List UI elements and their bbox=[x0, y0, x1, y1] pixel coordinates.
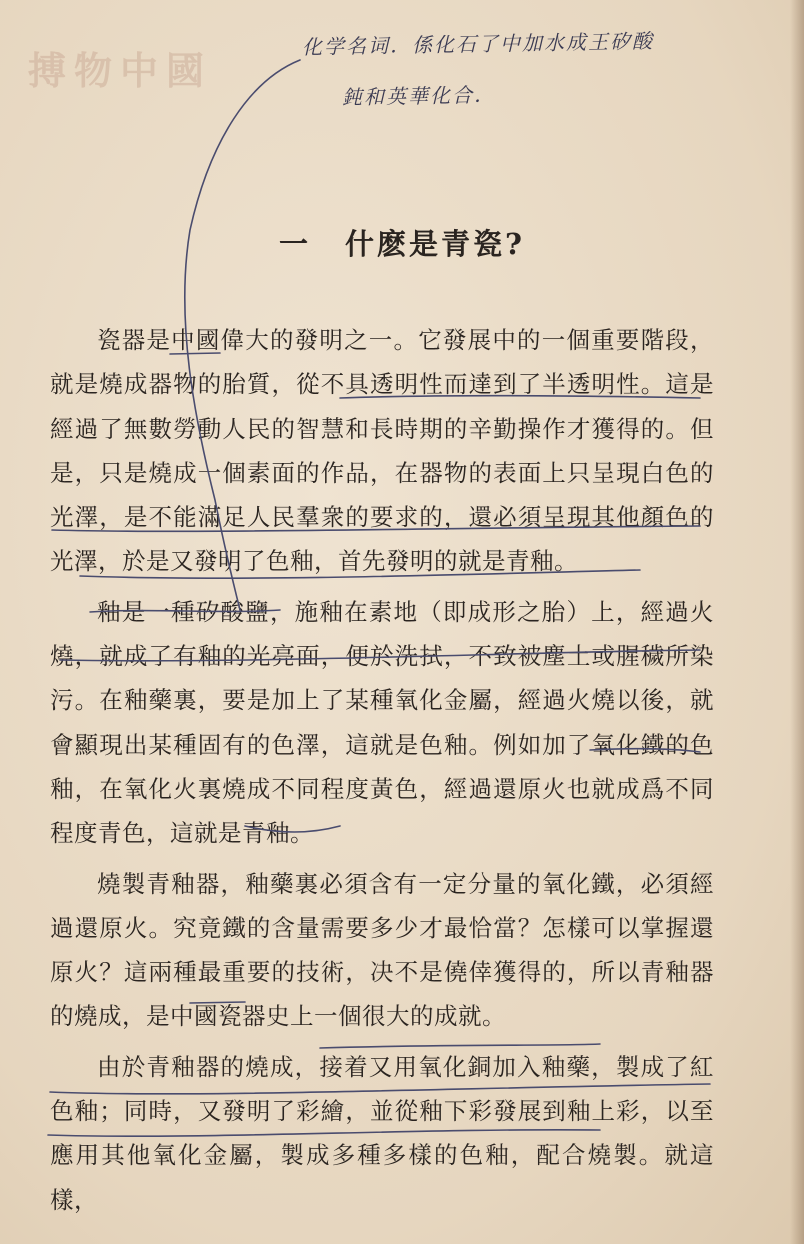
paragraph-1: 瓷器是中國偉大的發明之一。它發展中的一個重要階段，就是燒成器物的胎質，從不具透明性而達到了半透明性。這是經過了無數勞動人民的智慧和長時期的辛勤操作才獲得的。但是，只是燒成一個素面的作品，在器物的表面上只呈現白色的光澤，是不能滿足人民羣衆的要求的，還必須呈現其他顏色的光澤，於是又發明了色釉，首先發明的就是青釉。 bbox=[50, 326, 714, 576]
paragraph-3: 燒製青釉器，釉藥裏必須含有一定分量的氧化鐵，必須經過還原火。究竟鐵的含量需要多少才最恰當？怎樣可以掌握還原火？這兩種最重要的技術，决不是僥倖獲得的，所以青釉器的燒成，是中國瓷器史上一個很大的成就。 bbox=[50, 869, 714, 1031]
chapter-title: 什麽是青瓷? bbox=[345, 227, 525, 261]
bleed-through-stamp: 搏物中國 bbox=[28, 48, 213, 93]
handwritten-annotation-line-1: 化学名词．係化石了中加水成王矽酸 bbox=[301, 28, 655, 60]
paragraph-4: 由於青釉器的燒成，接着又用氧化銅加入釉藥，製成了紅色釉；同時，又發明了彩繪，並從釉下彩發展到釉上彩，以至應用其他氧化金屬，製成多種多樣的色釉，配合燒製。就這樣， bbox=[50, 1052, 714, 1214]
chapter-number: 一 bbox=[278, 227, 311, 261]
handwritten-annotation-line-2: 鈍和英華化合． bbox=[341, 82, 497, 110]
paragraph-2: 釉是一種矽酸鹽，施釉在素地（即成形之胎）上，經過火燒，就成了有釉的光亮面，便於洗拭，不致被塵土或腥穢所染污。在釉藥裏，要是加上了某種氧化金屬，經過火燒以後，就會顯現出某種固有的色澤，這就是色釉。例如加了氧化鐵的色釉，在氧化火裏燒成不同程度黃色，經過還原火也就成爲不同程度青色，這就是青釉。 bbox=[50, 597, 714, 848]
chapter-heading bbox=[0, 222, 804, 263]
page-edge-shadow bbox=[790, 0, 804, 1244]
body-text bbox=[50, 318, 714, 1222]
